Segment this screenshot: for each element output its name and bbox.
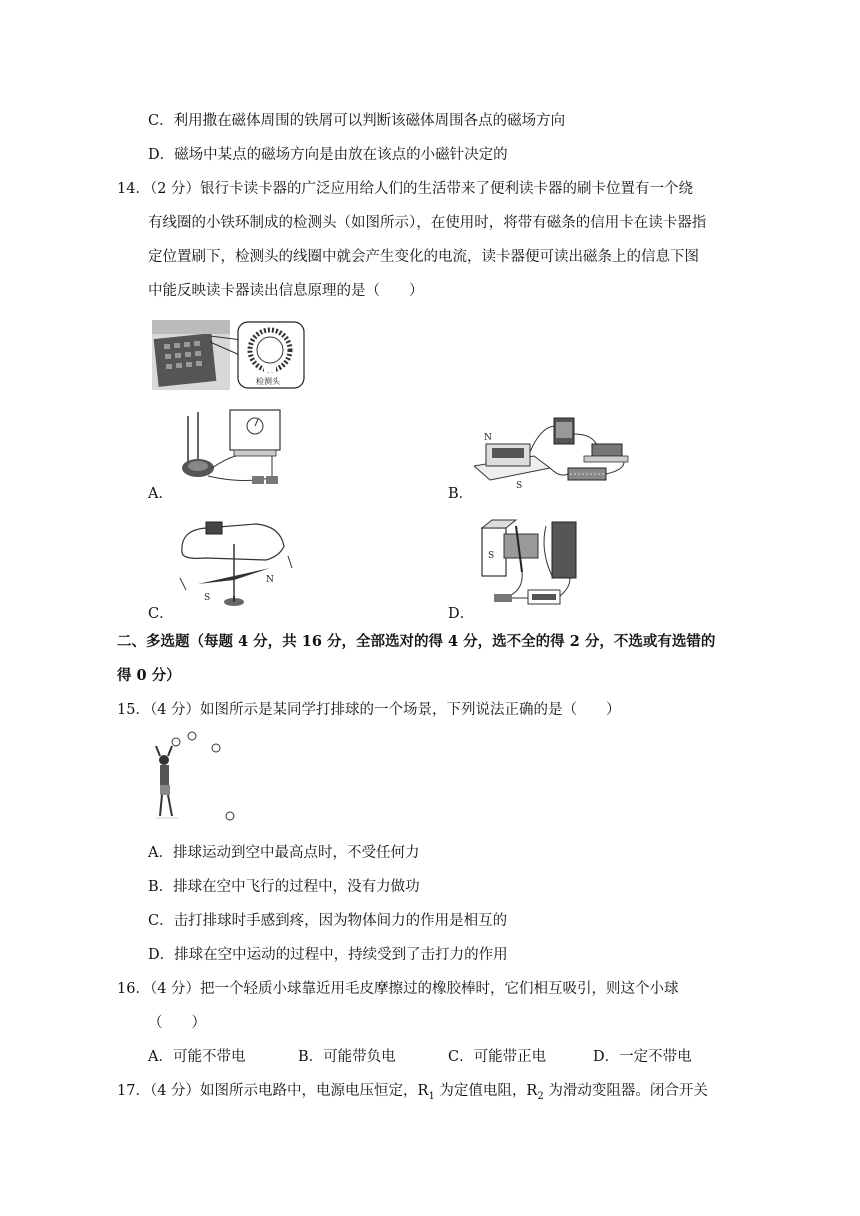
- magnet-pole-s-label: S: [488, 551, 495, 561]
- q14-option-b-figure: [474, 408, 644, 496]
- q16-option-c: C．可能带正电: [448, 1049, 547, 1065]
- magnet-s-label: S: [516, 481, 523, 491]
- magnet-n-label: N: [484, 433, 492, 443]
- q15-option-b: B．排球在空中飞行的过程中，没有力做功: [148, 879, 420, 895]
- section2-heading-line2: 得 0 分）: [117, 667, 181, 684]
- q17-stem-part2: 为定值电阻，R: [434, 1083, 538, 1099]
- q17-stem: [117, 1081, 708, 1107]
- q14-option-a-label: A．: [148, 486, 173, 502]
- q16-option-d: D．一定不带电: [593, 1049, 692, 1065]
- q14-option-d-figure: [474, 516, 614, 616]
- q14-stem-line3: 定位置刷下，检测头的线圈中就会产生变化的电流，读卡器便可读出磁条上的信息下图: [148, 249, 699, 265]
- q14-option-d-label: D．: [448, 606, 475, 622]
- q15-option-c: C．击打排球时手感到疼，因为物体间力的作用是相互的: [148, 913, 508, 929]
- volleyball-figure: [150, 730, 250, 825]
- q15-option-d: D．排球在空中运动的过程中，持续受到了击打力的作用: [148, 947, 508, 963]
- q14-stem-line2: 有线圈的小铁环制成的检测头（如图所示），在使用时，将带有磁条的信用卡在读卡器指: [148, 215, 707, 231]
- q14-option-c-figure: [176, 516, 306, 616]
- card-reader-figure: [150, 316, 310, 394]
- q13-option-d: D．磁场中某点的磁场方向是由放在该点的小磁针决定的: [148, 147, 508, 163]
- needle-n-label: N: [266, 575, 274, 585]
- q14-option-b-label: B．: [448, 486, 474, 502]
- q17-stem-part3: 为滑动变阻器。闭合开关: [543, 1083, 708, 1099]
- q15-option-a: A．排球运动到空中最高点时，不受任何力: [148, 845, 420, 861]
- q15-stem: 15．（4 分）如图所示是某同学打排球的一个场景，下列说法正确的是（ ）: [117, 702, 621, 718]
- q16-option-b: B．可能带负电: [298, 1049, 396, 1065]
- q16-paren: （ ）: [148, 1015, 206, 1031]
- detector-head-label: 检测头: [256, 377, 280, 386]
- q16-option-a: A．可能不带电: [148, 1049, 246, 1065]
- q13-option-c: C．利用撒在磁体周围的铁屑可以判断该磁体周围各点的磁场方向: [148, 113, 566, 129]
- q17-stem-part1: 17．（4 分）如图所示电路中，电源电压恒定，R: [117, 1083, 429, 1099]
- q14-stem-line4: 中能反映读卡器读出信息原理的是（ ）: [148, 283, 424, 299]
- section2-heading-line1: 二、多选题（每题 4 分，共 16 分，全部选对的得 4 分，选不全的得 2 分，不选或有选错的: [117, 633, 716, 650]
- q14-stem-line1: 14．（2 分）银行卡读卡器的广泛应用给人们的生活带来了便利读卡器的刷卡位置有一个绕: [117, 181, 694, 197]
- q16-options-row: [148, 1047, 748, 1067]
- q17-sub-r2: 2: [537, 1090, 544, 1102]
- q14-option-c-label: C．: [148, 606, 174, 622]
- q14-option-a-figure: [172, 406, 312, 496]
- q16-stem: 16．（4 分）把一个轻质小球靠近用毛皮摩擦过的橡胶棒时，它们相互吸引，则这个小球: [117, 981, 679, 997]
- q17-sub-r1: 1: [428, 1090, 435, 1102]
- needle-s-label: S: [204, 593, 211, 603]
